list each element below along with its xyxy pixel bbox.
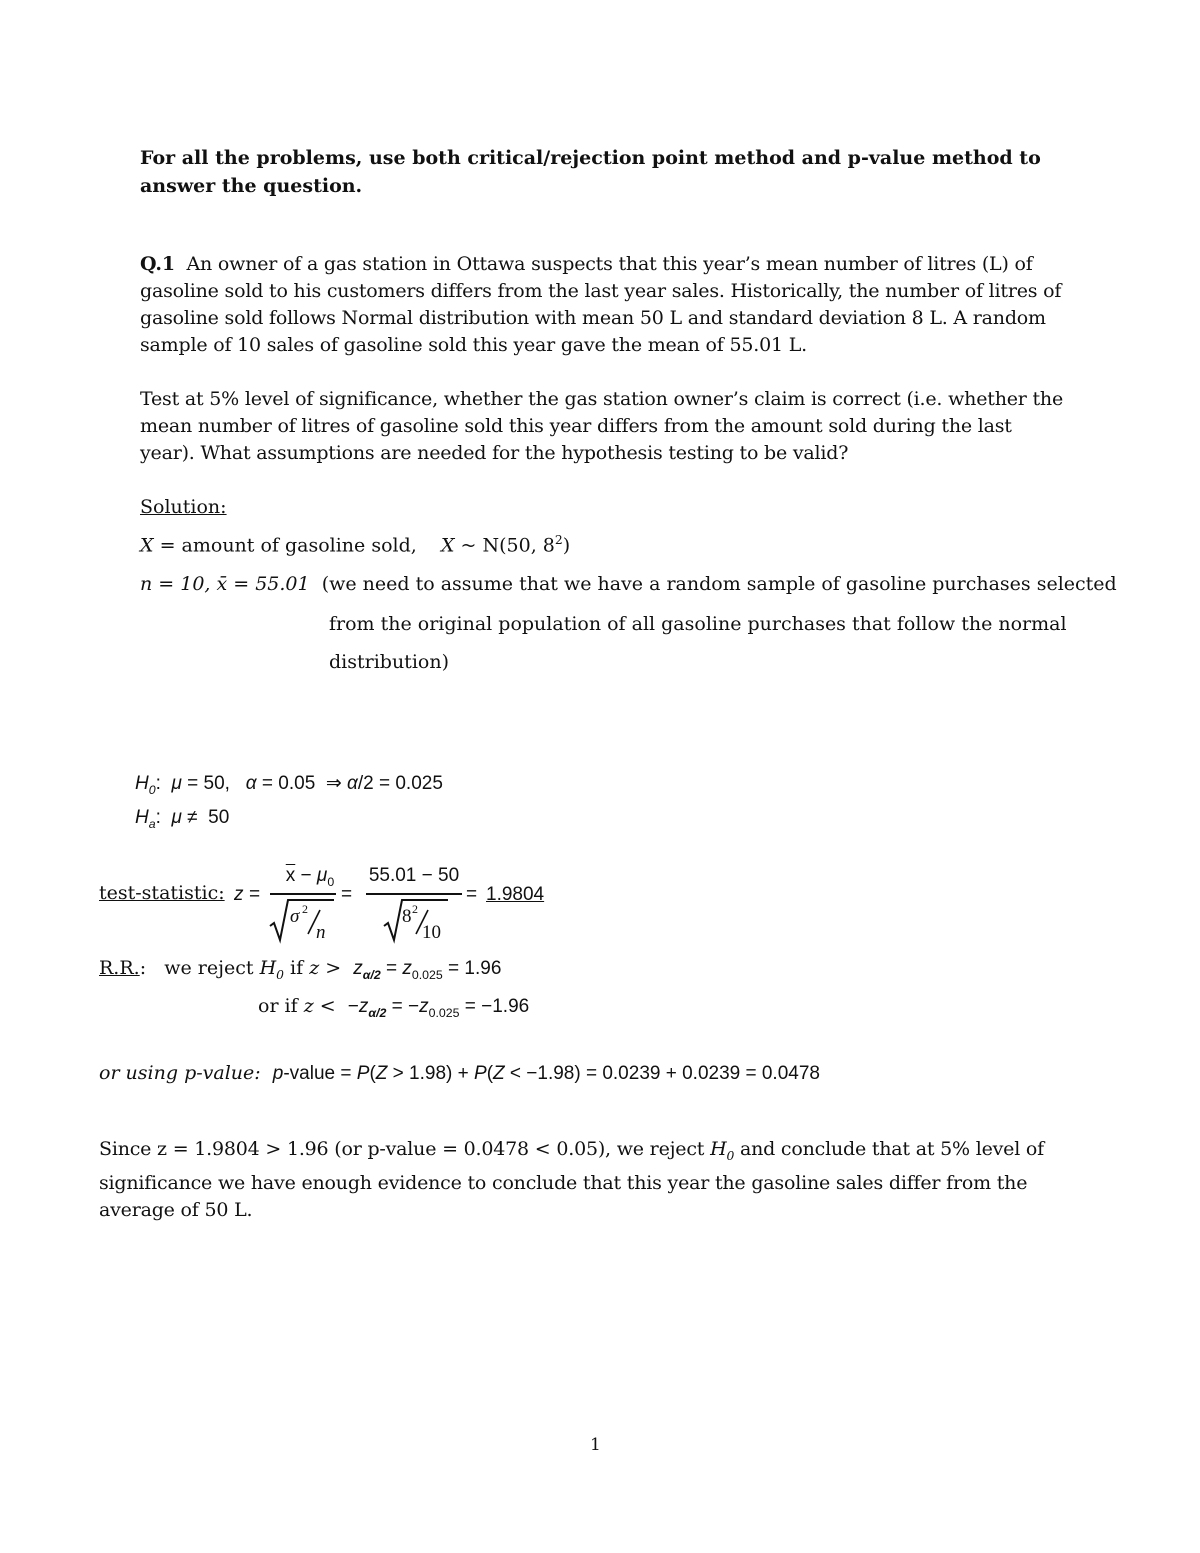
svg-text:10: 10 [422,922,441,943]
alternative-hypothesis: $H_a$: μ ≠ 50 [135,807,230,831]
conclusion: Since z = 1.9804 > 1.96 (or p-value = 0.0478 < 0.05), we reject $H_0$ and conclude that at 5% level of significance we have enough evidence to conclude that this year the gasoline sales differ from the average of 50 L. [99,1138,1044,1221]
sqrt-sigma-n [268,896,338,944]
assumption-line: distribution) [329,651,449,673]
test-instruction: Test at 5% level of significance, whether the gas station owner’s claim is correct (i.e. whether the mean number of litres of gasoline sold this year differs from the amount sold during the last year). What assumptions are needed for the hypothesis testing to be valid? [140,388,1064,464]
z-symbol: z = [234,884,260,905]
svg-text:2: 2 [412,902,418,916]
question-label: Q.1 [140,253,175,275]
question-text: Q.1 An owner of a gas station in Ottawa suspects that this year’s mean number of litres (L) of gasoline sold to his customers differs from the last year sales. Historically, the number of litres of gasoline sold follows Normal distribution with mean 50 L and standard deviation 8 L. A random sample of 10 sales of gasoline sold this year gave the mean of 55.01 L. [140,253,1062,356]
null-hypothesis: $H_0$: μ = 50, α = 0.05 ⇒ α/2 = 0.025 [135,773,443,797]
variable-definition: X = amount of gasoline sold, X ~ N(50, $8^2$) [140,533,571,557]
assumption-line: from the original population of all gasoline purchases that follow the normal [329,613,1067,635]
numerator-symbolic: $\overline{x} - \mu_0$ [285,865,335,889]
test-statistic-label: test-statistic: [99,882,225,904]
svg-text:n: n [316,922,326,943]
page-number: 1 [590,1435,601,1455]
z-value: 1.9804 [486,884,545,905]
numerator-numeric: 55.01 − 50 [368,865,460,886]
sample-info: n = 10, x̄ = 55.01 (we need to assume that we have a random sample of gasoline purchases selected [140,573,1117,595]
sqrt-eight-ten [382,896,452,944]
document-page: For all the problems, use both critical/rejection point method and p-value method to answer the question. Q.1 An owner of a gas station in Ottawa suspects that this year’s mean number of litres (L) of gasoline sold to his customers differs from the last year sales. Historically, the number of litres of gasoline sold follows Normal distribution with mean 50 L and standard deviation 8 L. A random sample of 10 sales of gasoline sold this year gave the mean of 55.01 L. Test at 5% level of significance, whether the gas station owner’s claim is correct (i.e. whether the mean number of litres of gasoline sold this year differs from the amount sold during the last year). What assumptions are needed for the hypothesis testing to be valid? Solution: X = amount of gasoline sold, X ~ N(50, $8^2$) n = 10, x̄ = 55.01 (we need to assume that we have a random sample of gasoline purchases selected from the original population of all gasoline purchases that follow the normal distribution) $H_0$: μ = 50, α = 0.05 ⇒ α/2 = 0.025 $H_a$: μ ≠ 50 test-statistic: z = $\overline{x} - \mu_0$ σ 2 n = 55.01 − 50 8 2 10 = 1.9804 R.R.: we reject $H_0$ if $z > z_{\alpha/2} = z_{0.025} = 1.96$ or if $z < -z_{\alpha/2} = -z_{0.025} = -1.96$ or using p-value: p-value = P(Z > 1.98) + P(Z < −1.98) = 0.0239 + 0.0239 = 0.0478 Since z = 1.9804 > 1.96 (or p-value = 0.0478 < 0.05), we reject $H_0$ and conclude that at 5% level of significance we have enough evidence to conclude that this year the gasoline sales differ from the average of 50 L. 1 [0,0,1200,1553]
solution-heading: Solution: [140,496,227,518]
svg-text:σ: σ [290,906,300,927]
instructions: For all the problems, use both critical/rejection point method and p-value method to answer the question. [140,147,1041,197]
rejection-region: R.R.: we reject $H_0$ if $z > z_{\alpha/2} = z_{0.025} = 1.96$ [99,957,502,982]
rejection-region-lower: or if $z < -z_{\alpha/2} = -z_{0.025} = -1.96$ [258,995,530,1020]
svg-text:2: 2 [302,902,308,916]
p-value-line: or using p-value: p-value = P(Z > 1.98) + P(Z < −1.98) = 0.0239 + 0.0239 = 0.0478 [99,1062,820,1084]
svg-text:8: 8 [402,906,412,927]
